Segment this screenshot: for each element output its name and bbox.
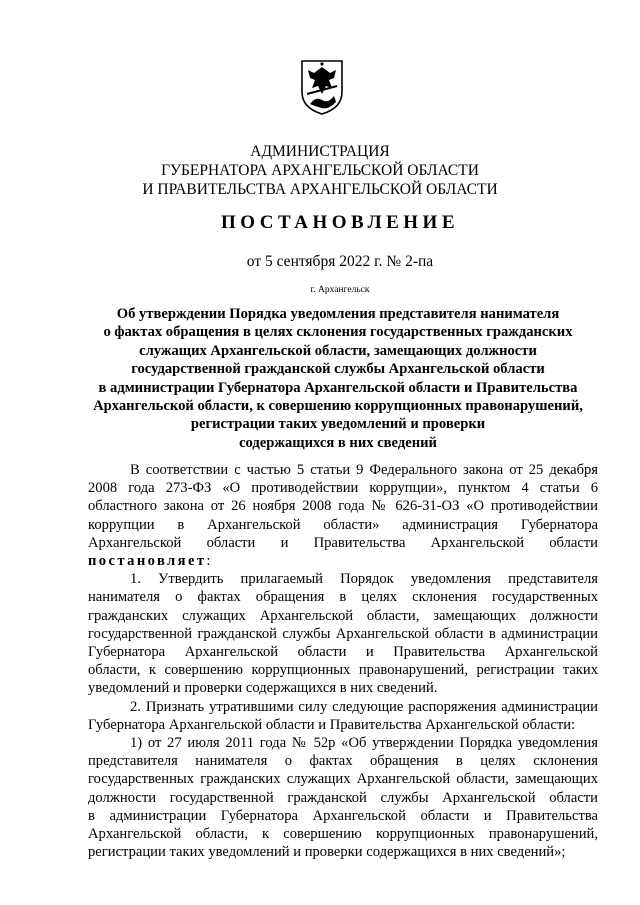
- item1-line: гражданских служащих Архангельской области, замещающих должности: [88, 607, 598, 624]
- heading-line: о фактах обращения в целях склонения государственных гражданских: [103, 324, 573, 341]
- arkhangelsk-coat-of-arms-icon: [298, 58, 346, 116]
- heading-line: Об утверждении Порядка уведомления представителя нанимателя: [116, 306, 560, 322]
- item1-line: государственной гражданской службы Архангельской области в администрации: [88, 625, 598, 642]
- preamble-line: коррупции в Архангельской области» администрация Губернатора: [88, 516, 598, 533]
- item1-line: нанимателя о фактах обращения в целях склонения государственных: [88, 589, 598, 606]
- item2-1-line: регистрации таких уведомлений и проверки содержащихся в них сведений»;: [88, 844, 566, 861]
- item1-line: области, к совершению коррупционных правонарушений, регистрации таких: [88, 662, 598, 679]
- document-heading: [88, 305, 588, 452]
- item2-1-line: Архангельской области, к совершению коррупционных правонарушений,: [88, 826, 598, 843]
- item1-line: уведомлений и проверки содержащихся в них сведений.: [88, 680, 438, 697]
- document-type-title: ПОСТАНОВЛЕНИЕ: [220, 212, 460, 233]
- item2-1-line: 1) от 27 июля 2011 года № 52р «Об утверждении Порядка уведомления: [130, 735, 598, 752]
- heading-line: в администрации Губернатора Архангельской области и Правительства: [98, 379, 578, 396]
- preamble-line: В соответствии с частью 5 статьи 9 Федерального закона от 25 декабря: [130, 462, 598, 478]
- agency-name-line: ГУБЕРНАТОРА АРХАНГЕЛЬСКОЙ ОБЛАСТИ: [161, 162, 479, 179]
- item2-1-line: представителя нанимателя о фактах обращения в целях склонения: [88, 753, 598, 770]
- coat-of-arms-emblem: [298, 58, 346, 116]
- item2-line: Губернатора Архангельской области и Правительства Архангельской области:: [88, 716, 576, 733]
- heading-line: служащих Архангельской области, замещающих должности: [139, 342, 537, 359]
- heading-line: Архангельской области, к совершению коррупционных правонарушений,: [93, 398, 583, 415]
- item2-1-line: должности государственной гражданской службы Архангельской области: [88, 789, 598, 806]
- preamble-line: Архангельской области и Правительства Архангельской области: [88, 534, 598, 551]
- heading-line: регистрации таких уведомлений и проверки: [190, 416, 486, 433]
- resolves-word: постановляет: [88, 553, 207, 570]
- item2-1-line: в администрации Губернатора Архангельской области и Правительства: [88, 807, 598, 824]
- document-city: г. Архангельск: [310, 285, 370, 295]
- document-body: [88, 461, 598, 861]
- document-date-number: от 5 сентября 2022 г. № 2-па: [246, 253, 434, 270]
- item1-line: 1. Утвердить прилагаемый Порядок уведомления представителя: [130, 571, 598, 588]
- agency-name-line: АДМИНИСТРАЦИЯ: [250, 143, 390, 160]
- resolves-line: [88, 552, 598, 570]
- heading-line: содержащихся в них сведений: [239, 434, 437, 451]
- preamble-line: областного закона от 26 ноября 2008 года № 626-31-ОЗ «О противодействии: [88, 498, 598, 515]
- item2-line: 2. Признать утратившими силу следующие распоряжения администрации: [130, 698, 598, 715]
- heading-line: государственной гражданской службы Архангельской области: [131, 361, 545, 378]
- item1-line: Губернатора Архангельской области и Правительства Архангельской: [88, 644, 598, 661]
- resolves-colon: :: [206, 553, 211, 570]
- item2-1-line: государственных гражданских служащих Архангельской области, замещающих: [88, 771, 598, 788]
- agency-name-line: И ПРАВИТЕЛЬСТВА АРХАНГЕЛЬСКОЙ ОБЛАСТИ: [142, 181, 498, 198]
- preamble-line: 2008 года 273-ФЗ «О противодействии коррупции», пунктом 4 статьи 6: [88, 480, 598, 497]
